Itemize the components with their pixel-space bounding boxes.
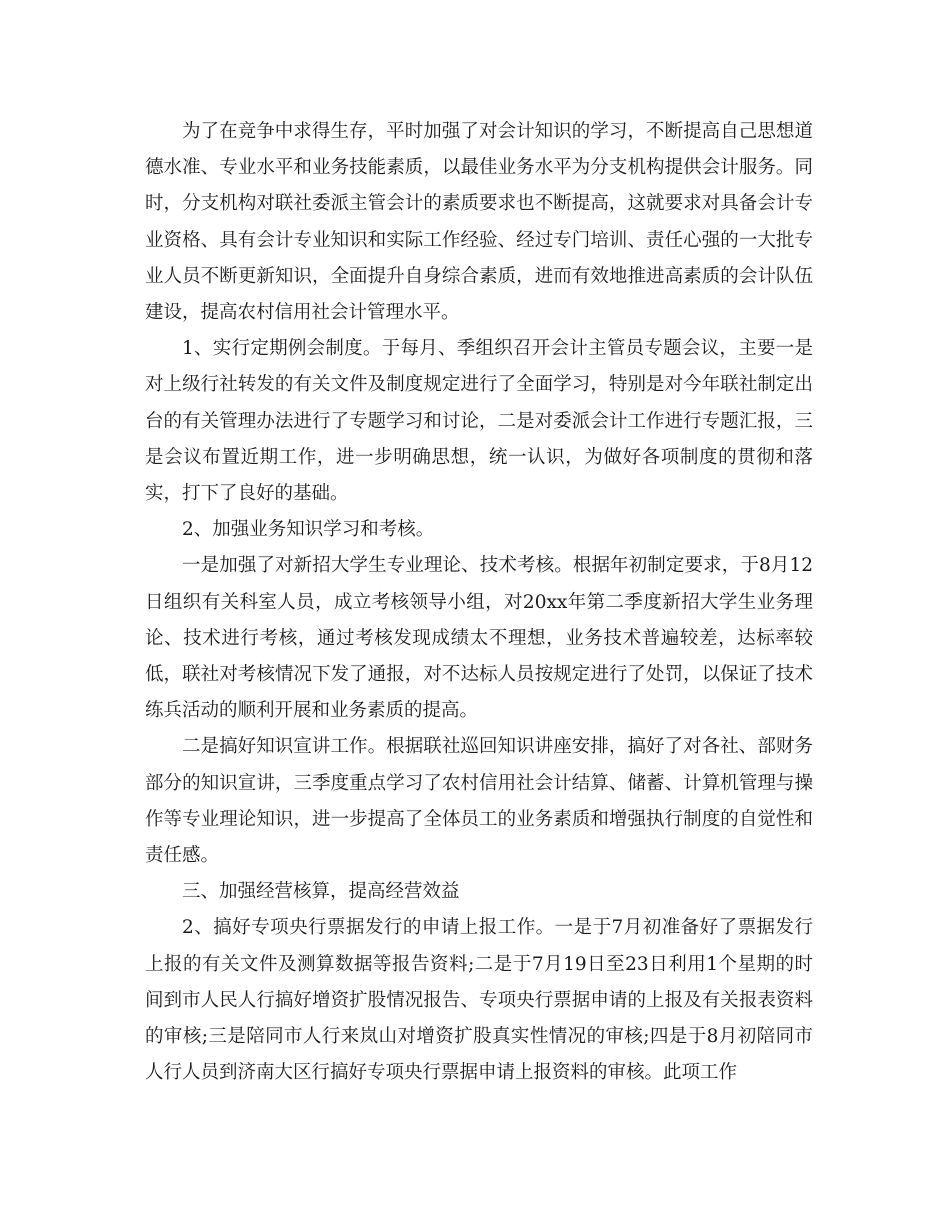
paragraph-intro: 为了在竞争中求得生存，平时加强了对会计知识的学习，不断提高自己思想道德水准、专业水平和业务技能素质，以最佳业务水平为分支机构提供会计服务。同时，分支机构对联社委派主管会计的素质要求也不断提高，这就要求对具备会计专业资格、具有会计专业知识和实际工作经验、经过专门培训、责任心强的一大批专业人员不断更新知识，全面提升自身综合素质，进而有效地推进高素质的会计队伍建设，提高农村信用社会计管理水平。 [145,121,813,324]
paragraph-graduate-assessment: 一是加强了对新招大学生专业理论、技术考核。根据年初制定要求，于8月12日组织有关科室人员，成立考核领导小组，对20xx年第二季度新招大学生业务理论、技术进行考核，通过考核发现成绩太不理想，业务技术普遍较差，达标率较低，联社对考核情况下发了通报，对不达标人员按规定进行了处罚，以保证了技术练兵活动的顺利开展和业务素质的提高。 [145,555,813,722]
paragraph-knowledge-lectures: 二是搞好知识宣讲工作。根据联社巡回知识讲座安排，搞好了对各社、部财务部分的知识宣讲，三季度重点学习了农村信用社会计结算、储蓄、计算机管理与操作等专业理论知识，进一步提高了全体员工的业务素质和增强执行制度的自觉性和责任感。 [145,736,813,867]
paragraph-heading-accounting: 三、加强经营核算，提高经营效益 [182,881,460,903]
paragraph-central-bank-notes: 2、搞好专项央行票据发行的申请上报工作。一是于7月初准备好了票据发行上报的有关文件及测算数据等报告资料;二是于7月19日至23日利用1个星期的时间到市人民人行搞好增资扩股情况报告、专项央行票据申请的上报及有关报表资料的审核;三是陪同市人行来岚山对增资扩股真实性情况的审核;四是于8月初陪同市人行人员到济南大区行搞好专项央行票据申请上报资料的审核。此项工作 [145,917,813,1084]
paragraph-regular-meetings: 1、实行定期例会制度。于每月、季组织召开会计主管员专题会议，主要一是对上级行社转发的有关文件及制度规定进行了全面学习，特别是对今年联社制定出台的有关管理办法进行了专题学习和讨论，二是对委派会计工作进行专题汇报，三是会议布置近期工作，进一步明确思想，统一认识，为做好各项制度的贯彻和落实，打下了良好的基础。 [145,338,813,505]
document-body [145,114,813,1091]
paragraph-heading-training: 2、加强业务知识学习和考核。 [182,519,435,541]
